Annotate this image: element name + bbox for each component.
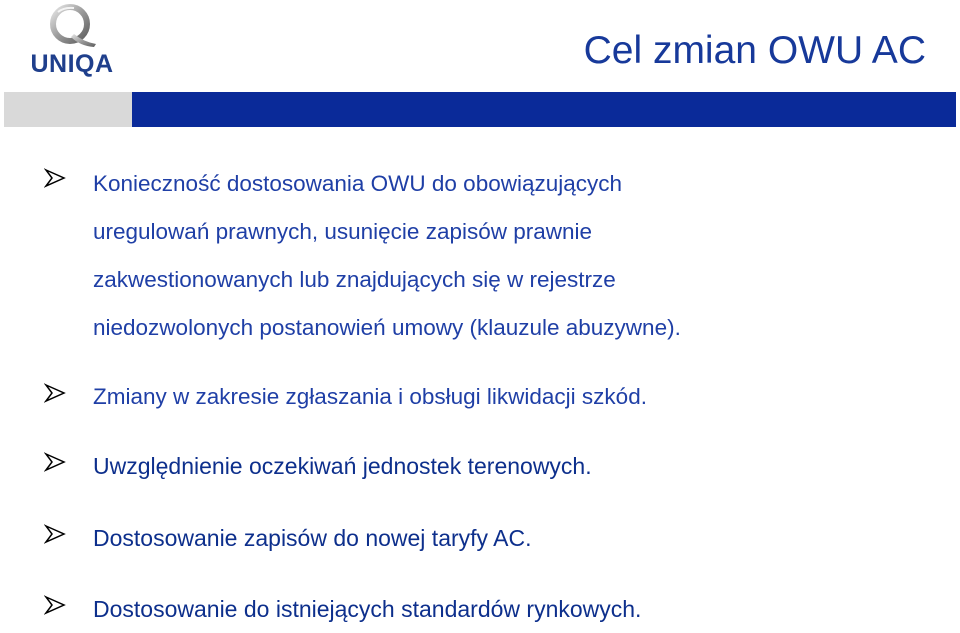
bullet-1-line-4: niedozwolonych postanowień umowy (klauzule abuzywne). (93, 315, 681, 340)
arrowhead-bullet-icon (44, 383, 74, 413)
bullet-1-line-2: uregulowań prawnych, usunięcie zapisów prawnie (93, 219, 593, 244)
bullet-text-3 (93, 442, 592, 490)
bullet-text-1 (93, 160, 681, 352)
bullet-1-line-1: Konieczność dostosowania OWU do obowiązujących (93, 171, 623, 196)
bullet-text-2 (93, 373, 647, 421)
bullet-3-line-1: Uwzględnienie oczekiwań jednostek terenowych. (93, 453, 592, 479)
arrowhead-bullet-icon (44, 168, 74, 198)
bullet-1-line-3: zakwestionowanych lub znajdujących się w rejestrze (93, 267, 616, 292)
slide-title: Cel zmian OWU AC (583, 29, 926, 72)
bullet-2-line-1: Zmiany w zakresie zgłaszania i obsługi likwidacji szkód. (93, 384, 647, 409)
bullet-text-4 (93, 514, 532, 562)
bullet-5-line-1: Dostosowanie do istniejących standardów rynkowych. (93, 596, 642, 622)
arrowhead-bullet-icon (44, 595, 74, 625)
arrowhead-bullet-icon (44, 524, 74, 554)
bullet-4-line-1: Dostosowanie zapisów do nowej taryfy AC. (93, 525, 532, 551)
logo-wordmark: UNIQA (30, 50, 114, 78)
arrowhead-bullet-icon (44, 452, 74, 482)
